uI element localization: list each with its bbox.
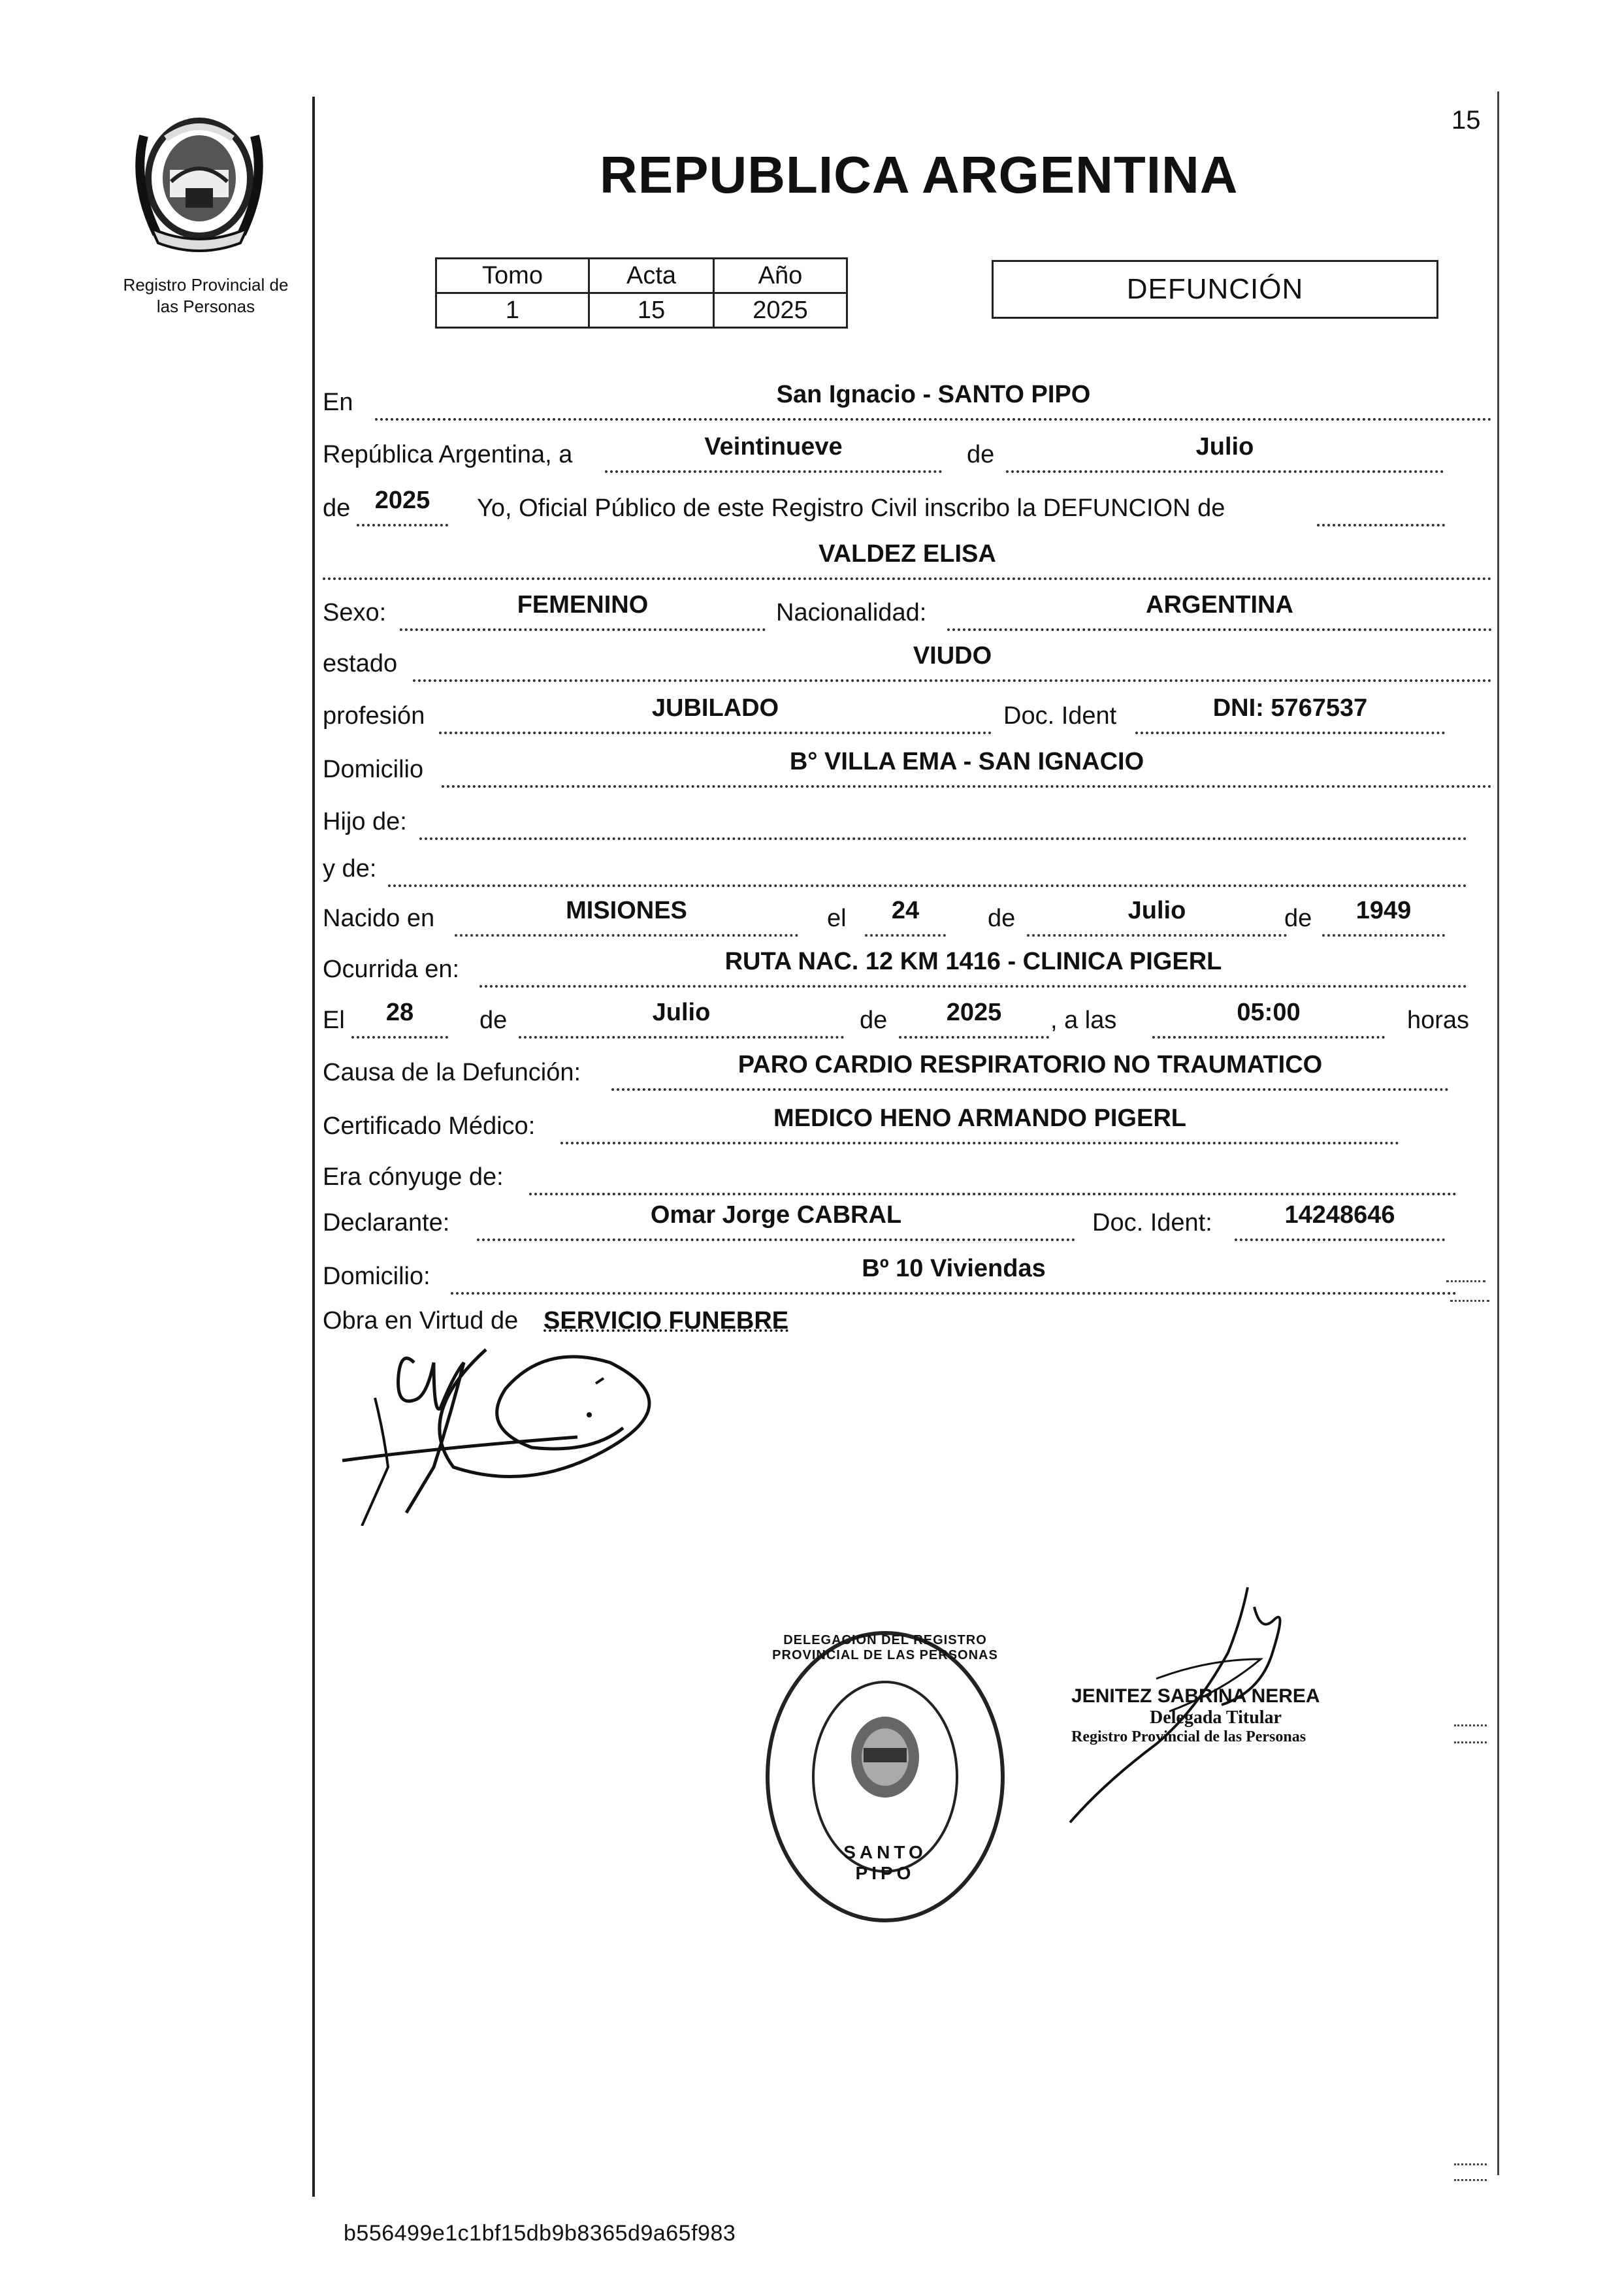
death-month-field — [519, 999, 844, 1039]
domicilio2-value: Bº 10 Viviendas — [862, 1255, 1046, 1282]
margin-mark — [1446, 1280, 1485, 1282]
record-reference-value-row — [436, 293, 847, 328]
nacido-label: Nacido en — [323, 905, 435, 932]
profesion-label: profesión — [323, 702, 425, 730]
conyuge-label: Era cónyuge de: — [323, 1163, 504, 1191]
row-address — [323, 749, 1492, 792]
left-margin-line — [312, 97, 315, 2197]
acta-value: 15 — [589, 293, 714, 328]
stamp-center-text: SANTO PIPO — [843, 1842, 927, 1883]
row-place — [323, 381, 1492, 425]
birth-year-field — [1322, 897, 1445, 937]
birth-day-field — [865, 897, 946, 937]
republica-label: República Argentina, a — [323, 441, 573, 468]
year-value: 2025 — [374, 487, 430, 514]
de2-label: de — [323, 494, 351, 522]
margin-mark — [1454, 2179, 1487, 2181]
death-year-value: 2025 — [946, 999, 1002, 1026]
alas-label: , a las — [1050, 1007, 1117, 1034]
inscribo-trail-field — [1317, 487, 1445, 526]
row-death-datetime — [323, 999, 1492, 1043]
certificado-field — [560, 1105, 1399, 1144]
de6-label: de — [860, 1007, 888, 1034]
el2-label: El — [323, 1007, 345, 1034]
row-profession-id — [323, 695, 1492, 738]
page-number: 15 — [1451, 106, 1481, 135]
nacionalidad-value: ARGENTINA — [1146, 591, 1293, 619]
declarante-label: Declarante: — [323, 1209, 450, 1237]
ocurrida-value: RUTA NAC. 12 KM 1416 - CLINICA PIGERL — [724, 948, 1222, 975]
record-reference-header-row — [436, 259, 847, 293]
hijo-field — [419, 801, 1467, 840]
place-value: San Ignacio - SANTO PIPO — [776, 381, 1091, 408]
official-name-block — [1071, 1685, 1398, 1746]
official-name: JENITEZ SABRINA NEREA — [1071, 1685, 1320, 1707]
month-text-field — [1006, 434, 1444, 473]
margin-mark — [1454, 1724, 1487, 1726]
de4-label: de — [1284, 905, 1312, 932]
day-text-field — [605, 434, 942, 473]
causa-value: PARO CARDIO RESPIRATORIO NO TRAUMATICO — [738, 1051, 1323, 1078]
docident-field — [1135, 695, 1445, 734]
day-text-value: Veintinueve — [704, 433, 843, 461]
docident2-value: 14248646 — [1284, 1201, 1395, 1229]
conyuge-field — [529, 1156, 1457, 1195]
anio-value: 2025 — [714, 293, 847, 328]
birth-day-value: 24 — [891, 897, 920, 924]
row-certificate — [323, 1105, 1399, 1148]
right-margin-line — [1497, 91, 1499, 2175]
row-registration-year — [323, 487, 1492, 530]
horas-label: horas — [1407, 1007, 1470, 1034]
death-day-field — [351, 999, 448, 1039]
record-type-box: DEFUNCIÓN — [992, 260, 1438, 319]
document-hash: b556499e1c1bf15db9b8365d9a65f983 — [344, 2221, 736, 2246]
domicilio-field — [442, 749, 1492, 788]
death-day-value: 28 — [385, 999, 414, 1026]
official-stamp — [758, 1626, 1013, 1933]
declarant-signature — [336, 1336, 689, 1526]
death-year-field — [899, 999, 1049, 1039]
row-civil-status — [323, 643, 1492, 686]
causa-label: Causa de la Defunción: — [323, 1059, 581, 1086]
row-and-of — [323, 848, 1467, 891]
margin-mark — [1454, 1741, 1487, 1743]
row-child-of — [323, 801, 1467, 844]
death-time-value: 05:00 — [1237, 999, 1301, 1026]
official-org: Registro Provincial de las Personas — [1071, 1728, 1306, 1745]
estado-value: VIUDO — [913, 642, 992, 670]
docident-label: Doc. Ident — [1003, 702, 1117, 730]
birth-month-field — [1027, 897, 1287, 937]
ocurrida-label: Ocurrida en: — [323, 956, 460, 983]
record-reference-table — [435, 257, 848, 329]
inscribo-text: Yo, Oficial Público de este Registro Civil inscribo la DEFUNCION de — [477, 494, 1225, 522]
sexo-field — [400, 592, 766, 631]
sexo-value: FEMENINO — [517, 591, 649, 619]
page-title: REPUBLICA ARGENTINA — [600, 146, 1239, 204]
estado-field — [413, 643, 1492, 682]
profesion-field — [439, 695, 992, 734]
margin-mark — [1454, 2163, 1487, 2165]
sexo-label: Sexo: — [323, 599, 387, 626]
row-sex-nationality — [323, 592, 1492, 635]
row-cause — [323, 1052, 1449, 1095]
birth-month-value: Julio — [1127, 897, 1186, 924]
death-month-value: Julio — [652, 999, 711, 1026]
tomo-header: Tomo — [436, 259, 589, 293]
row-birth — [323, 897, 1492, 941]
row-spouse — [323, 1156, 1457, 1199]
yde-field — [388, 848, 1467, 887]
el-label: el — [827, 905, 847, 932]
profesion-value: JUBILADO — [651, 694, 779, 722]
obra-value: SERVICIO FUNEBRE — [543, 1307, 789, 1334]
month-text-value: Julio — [1195, 433, 1254, 461]
acta-header: Acta — [589, 259, 714, 293]
row-declarant — [323, 1202, 1492, 1245]
domicilio2-field — [451, 1255, 1457, 1295]
registry-caption-line-1: Registro Provincial de — [123, 275, 289, 295]
year-field — [357, 487, 448, 526]
deceased-name-value: VALDEZ ELISA — [819, 540, 996, 568]
official-role: Delegada Titular — [1150, 1707, 1282, 1728]
domicilio2-label: Domicilio: — [323, 1263, 430, 1290]
deceased-name-field — [323, 541, 1492, 580]
registry-caption — [105, 274, 307, 317]
hijo-label: Hijo de: — [323, 808, 407, 835]
row-declarant-address — [323, 1255, 1457, 1299]
death-time-field — [1152, 999, 1385, 1039]
yde-label: y de: — [323, 855, 377, 882]
de5-label: de — [479, 1007, 508, 1034]
birth-year-value: 1949 — [1355, 897, 1412, 924]
de3-label: de — [988, 905, 1016, 932]
row-registration-date — [323, 434, 1492, 477]
row-deceased-name — [323, 541, 1492, 584]
domicilio-label: Domicilio — [323, 756, 424, 783]
domicilio-value: B° VILLA EMA - SAN IGNACIO — [789, 748, 1144, 775]
causa-field — [611, 1052, 1449, 1091]
estado-label: estado — [323, 650, 398, 677]
nacionalidad-field — [947, 592, 1492, 631]
docident2-label: Doc. Ident: — [1092, 1209, 1212, 1237]
province-seal-logo — [125, 110, 273, 257]
place-field — [375, 381, 1492, 421]
stamp-ring-text: DELEGACION DEL REGISTRO PROVINCIAL DE LAS PERSONAS — [772, 1633, 998, 1662]
birthplace-field — [455, 897, 798, 937]
obra-label: Obra en Virtud de — [323, 1307, 519, 1334]
declarante-field — [477, 1202, 1075, 1241]
registry-caption-line-2: las Personas — [156, 297, 255, 316]
margin-mark — [1450, 1300, 1489, 1302]
certificado-label: Certificado Médico: — [323, 1112, 536, 1140]
anio-header: Año — [714, 259, 847, 293]
docident2-field — [1235, 1202, 1445, 1241]
birthplace-value: MISIONES — [566, 897, 687, 924]
de-label: de — [967, 441, 995, 468]
docident-value: DNI: 5767537 — [1212, 694, 1368, 722]
row-death-place — [323, 948, 1467, 992]
declarante-value: Omar Jorge CABRAL — [650, 1201, 902, 1229]
nacionalidad-label: Nacionalidad: — [776, 599, 927, 626]
en-label: En — [323, 389, 353, 416]
ocurrida-field — [479, 948, 1467, 988]
tomo-value: 1 — [436, 293, 589, 328]
certificado-value: MEDICO HENO ARMANDO PIGERL — [773, 1105, 1186, 1132]
